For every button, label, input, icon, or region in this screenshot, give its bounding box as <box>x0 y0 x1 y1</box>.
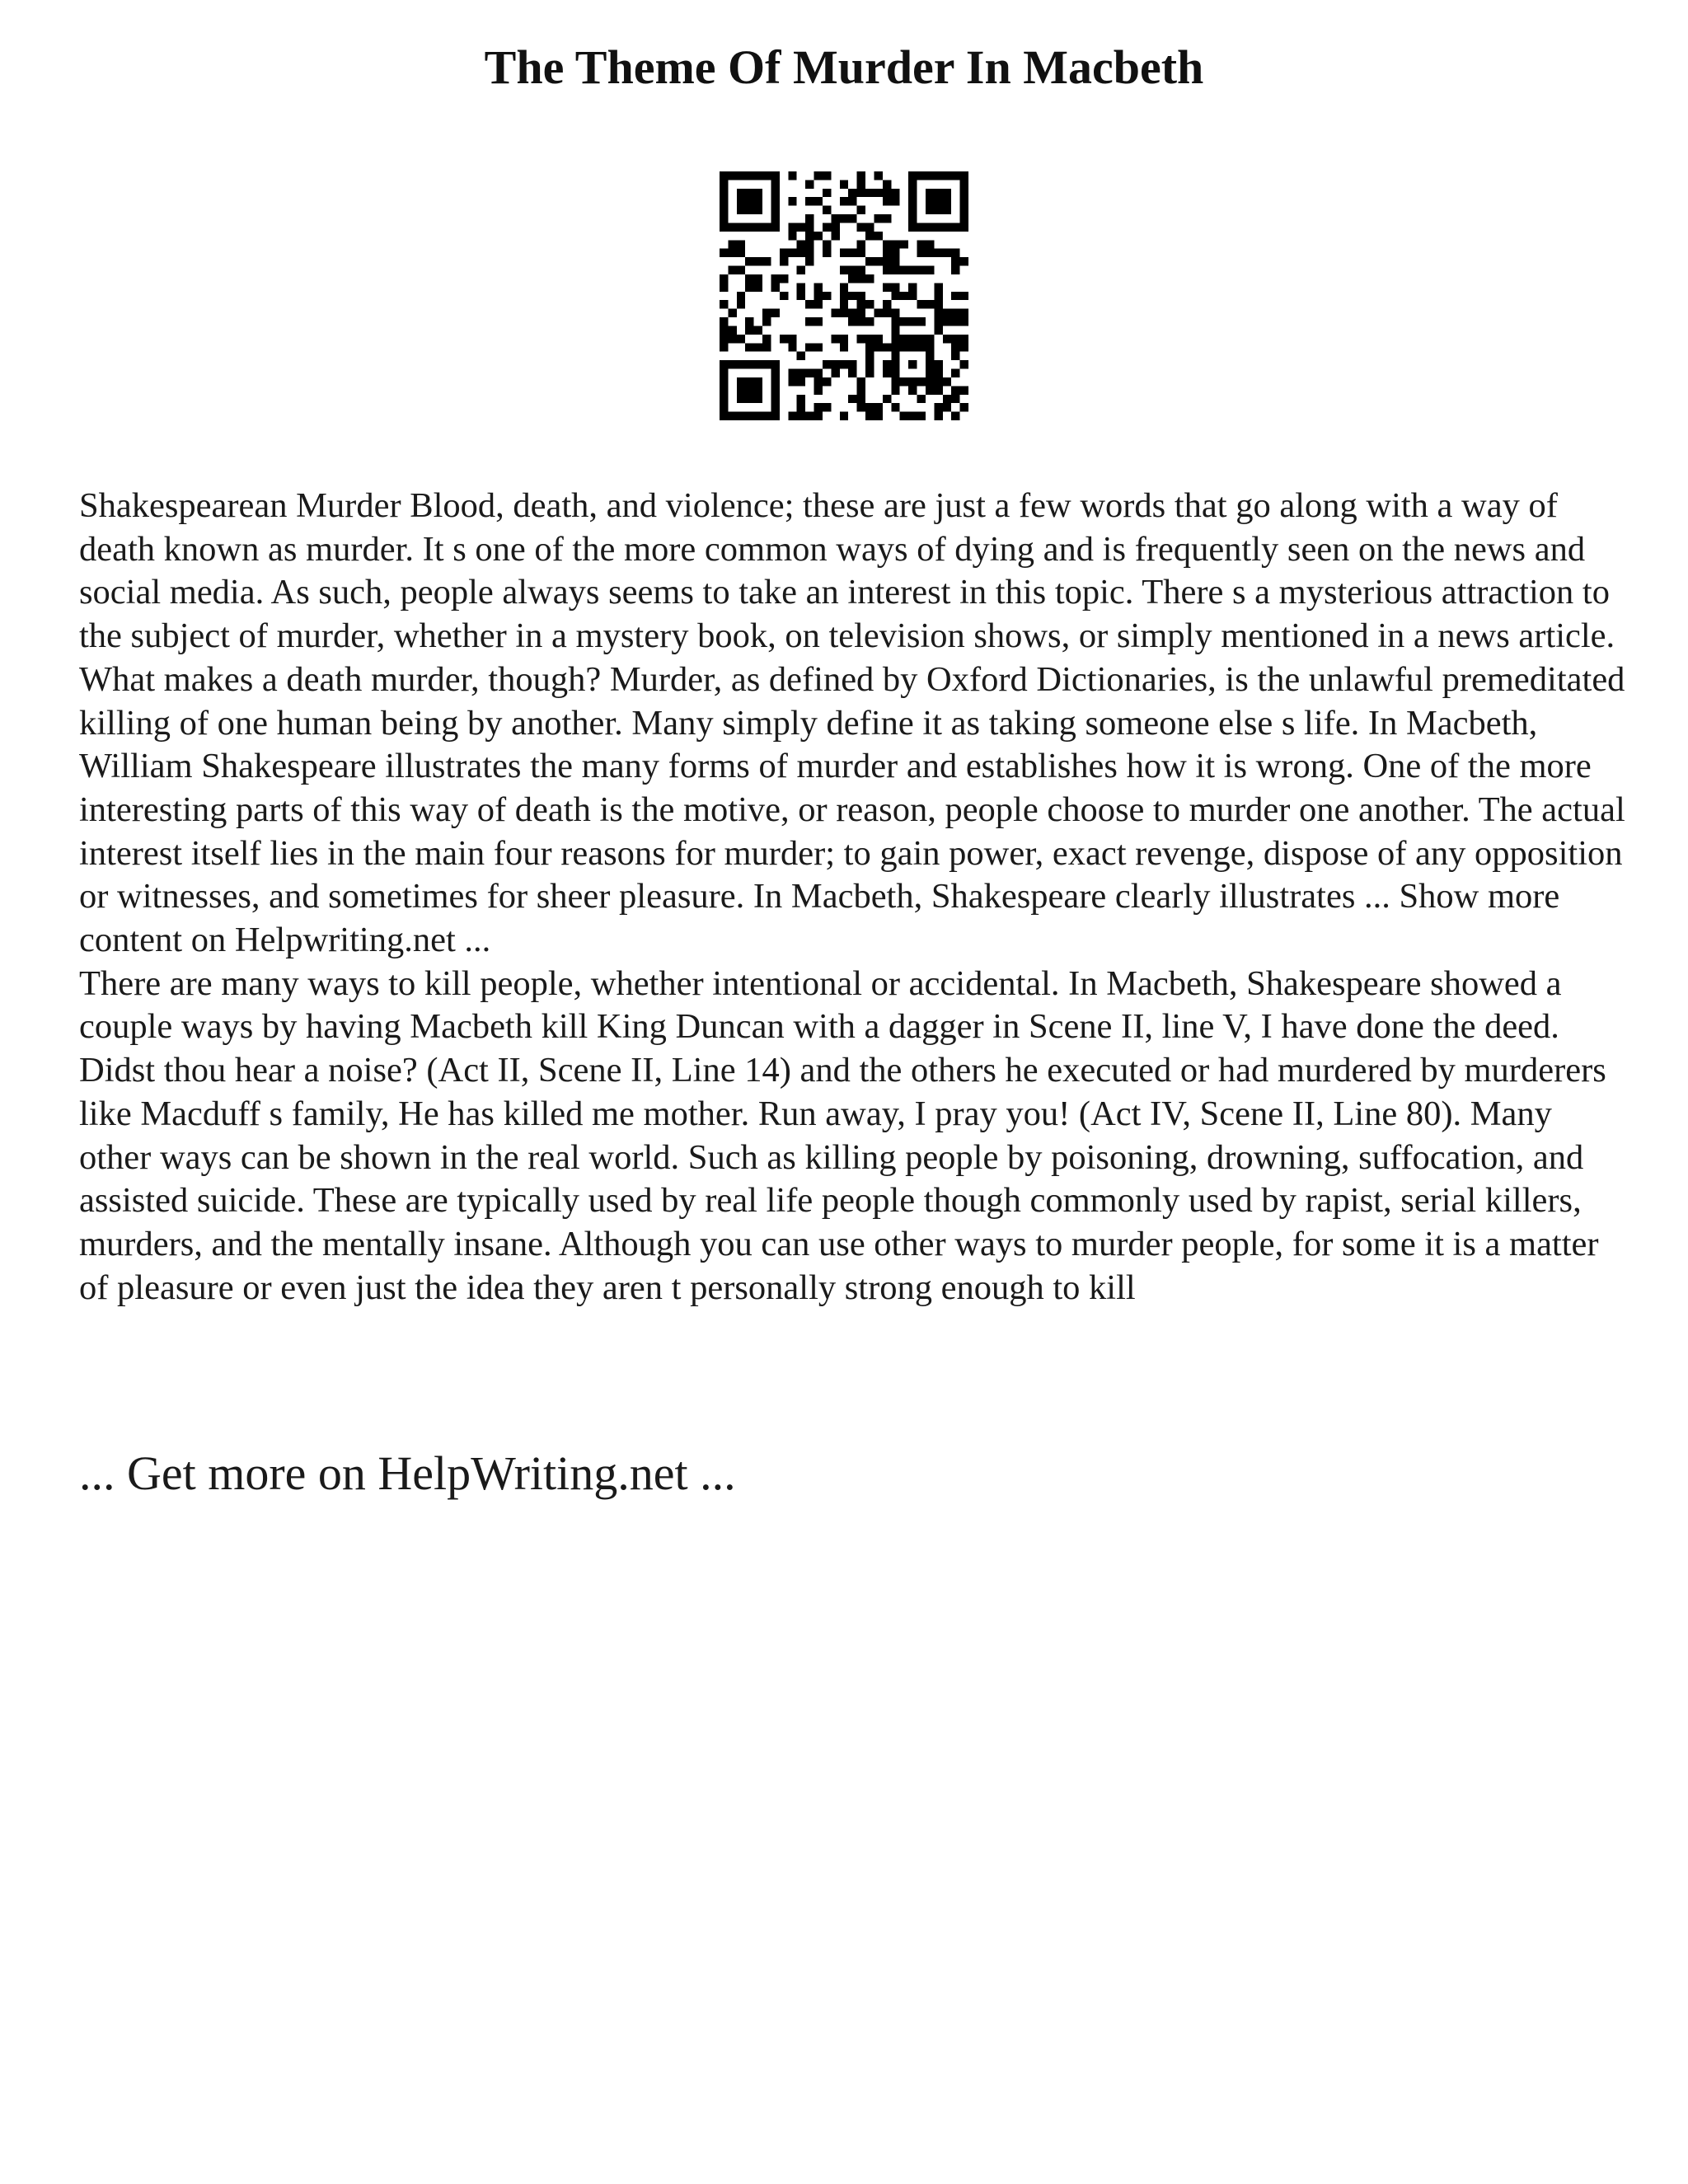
article-body <box>79 485 1629 1310</box>
get-more-link[interactable]: ... Get more on HelpWriting.net ... <box>79 1446 736 1500</box>
page-title: The Theme Of Murder In Macbeth <box>484 40 1204 94</box>
paragraph: There are many ways to kill people, whether intentional or accidental. In Macbeth, Shakespeare showed a couple ways by having Macbeth kill King Duncan with a dagger in Scene II, line V, I have done the deed. Didst thou hear a noise? (Act II, Scene II, Line 14) and the others he executed or had murdered by murderers like Macduff s family, He has killed me mother. Run away, I pray you! (Act IV, Scene II, Line 80). Many other ways can be shown in the real world. Such as killing people by poisoning, drowning, suffocation, and assisted suicide. These are typically used by real life people though commonly used by rapist, serial killers, murders, and the mentally insane. Although you can use other ways to murder people, for some it is a matter of pleasure or even just the idea they aren t personally strong enough to kill <box>79 963 1606 1307</box>
qr-code-icon <box>720 171 968 420</box>
paragraph: Shakespearean Murder Blood, death, and violence; these are just a few words that go along with a way of death known as murder. It s one of the more common ways of dying and is frequently seen on the news and social media. As such, people always seems to take an interest in this topic. There s a mysterious attraction to the subject of murder, whether in a mystery book, on television shows, or simply mentioned in a news article. What makes a death murder, though? Murder, as defined by Oxford Dictionaries, is the unlawful premeditated killing of one human being by another. Many simply define it as taking someone else s life. In Macbeth, William Shakespeare illustrates the many forms of murder and establishes how it is wrong. One of the more interesting parts of this way of death is the motive, or reason, people choose to murder one another. The actual interest itself lies in the main four reasons for murder; to gain power, exact revenge, dispose of any opposition or witnesses, and sometimes for sheer pleasure. In Macbeth, Shakespeare clearly illustrates ... Show more content on Helpwriting.net ... <box>79 486 1625 960</box>
